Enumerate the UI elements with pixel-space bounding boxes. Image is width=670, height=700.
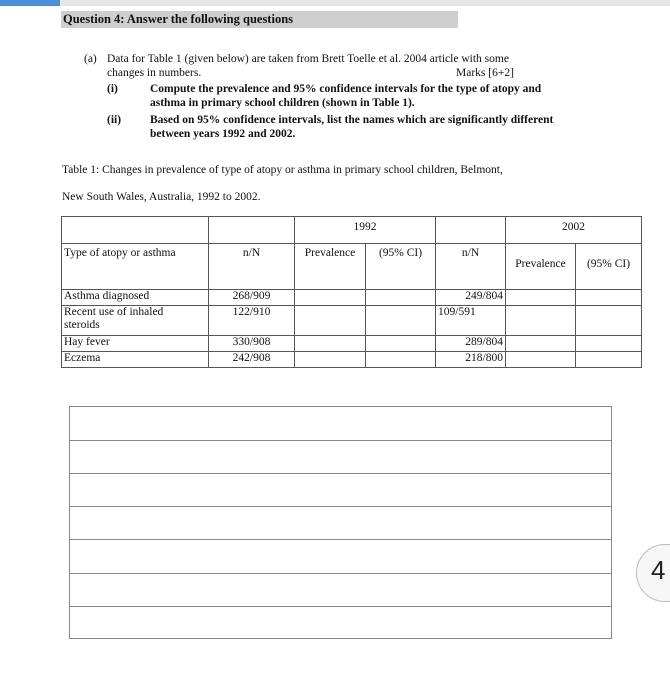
column-header-row	[62, 244, 642, 290]
row-type-steroids-line1: Recent use of inhaled	[64, 306, 164, 318]
answer-line	[70, 539, 611, 540]
sub-i-label: (i)	[107, 83, 118, 95]
table-caption-line1: Table 1: Changes in prevalence of type of atopy or asthma in primary school children, Belmont,	[62, 164, 503, 176]
answer-line	[70, 440, 611, 441]
part-a-line1: Data for Table 1 (given below) are taken from Brett Toelle et al. 2004 article with some	[107, 53, 509, 65]
empty-header-cell	[436, 217, 506, 244]
header-prevalence-1992: Prevalence	[295, 244, 366, 290]
row-n-1992: 268/909	[209, 290, 295, 306]
ci-1992-cell[interactable]	[366, 306, 436, 336]
top-bar	[0, 0, 670, 6]
page-number: 4	[651, 555, 666, 585]
row-type-eczema: Eczema	[62, 352, 209, 368]
header-type: Type of atopy or asthma	[62, 244, 209, 290]
header-ci-1992: (95% CI)	[366, 244, 436, 290]
ci-2002-cell[interactable]	[576, 290, 642, 306]
part-a-line2: changes in numbers.	[107, 67, 202, 79]
table-row	[62, 306, 642, 336]
prevalence-1992-cell[interactable]	[295, 336, 366, 352]
sub-ii-line1: Based on 95% confidence intervals, list the names which are significantly different	[150, 114, 554, 126]
header-n-1992: n/N	[209, 244, 295, 290]
answer-box[interactable]	[69, 406, 612, 639]
prevalence-2002-cell[interactable]	[506, 290, 576, 306]
answer-line	[70, 506, 611, 507]
prevalence-1992-cell[interactable]	[295, 306, 366, 336]
prevalence-2002-cell[interactable]	[506, 336, 576, 352]
row-type-hay-fever: Hay fever	[62, 336, 209, 352]
prevalence-2002-cell[interactable]	[506, 306, 576, 336]
row-n-2002: 289/804	[436, 336, 506, 352]
row-n-2002: 109/591	[436, 306, 506, 336]
part-a-label: (a)	[84, 53, 97, 65]
answer-line	[70, 606, 611, 607]
ci-1992-cell[interactable]	[366, 336, 436, 352]
table-caption-line2: New South Wales, Australia, 1992 to 2002.	[62, 191, 261, 203]
prevalence-table	[61, 216, 642, 368]
row-n-1992: 122/910	[209, 306, 295, 336]
answer-line	[70, 573, 611, 574]
row-n-1992: 330/908	[209, 336, 295, 352]
top-bar-accent	[0, 0, 60, 6]
sub-i-line1: Compute the prevalence and 95% confidence intervals for the type of atopy and	[150, 83, 542, 95]
prevalence-1992-cell[interactable]	[295, 290, 366, 306]
ci-2002-cell[interactable]	[576, 306, 642, 336]
prevalence-2002-cell[interactable]	[506, 352, 576, 368]
year-header-row	[62, 217, 642, 244]
table-row	[62, 336, 642, 352]
table-row	[62, 290, 642, 306]
sub-ii-line2: between years 1992 and 2002.	[150, 128, 296, 140]
year-1992-header: 1992	[295, 217, 436, 244]
row-type-steroids	[62, 306, 209, 336]
ci-1992-cell[interactable]	[366, 352, 436, 368]
question-header: Question 4: Answer the following questions	[61, 11, 458, 28]
ci-1992-cell[interactable]	[366, 290, 436, 306]
header-ci-2002: (95% CI)	[576, 244, 642, 290]
ci-2002-cell[interactable]	[576, 352, 642, 368]
sub-i-line2: asthma in primary school children (shown in Table 1).	[150, 97, 415, 109]
year-2002-header: 2002	[506, 217, 642, 244]
answer-line	[70, 473, 611, 474]
table-row	[62, 352, 642, 368]
ci-2002-cell[interactable]	[576, 336, 642, 352]
row-n-2002: 249/804	[436, 290, 506, 306]
row-type-asthma: Asthma diagnosed	[62, 290, 209, 306]
header-n-2002: n/N	[436, 244, 506, 290]
row-type-steroids-line2: steroids	[64, 319, 100, 331]
empty-header-cell	[62, 217, 209, 244]
marks-label: Marks [6+2]	[456, 67, 514, 79]
page-number-tab[interactable]	[636, 544, 670, 602]
row-n-2002: 218/800	[436, 352, 506, 368]
empty-header-cell	[209, 217, 295, 244]
header-prevalence-2002: Prevalence	[506, 244, 576, 290]
prevalence-1992-cell[interactable]	[295, 352, 366, 368]
sub-ii-label: (ii)	[107, 114, 122, 126]
row-n-1992: 242/908	[209, 352, 295, 368]
